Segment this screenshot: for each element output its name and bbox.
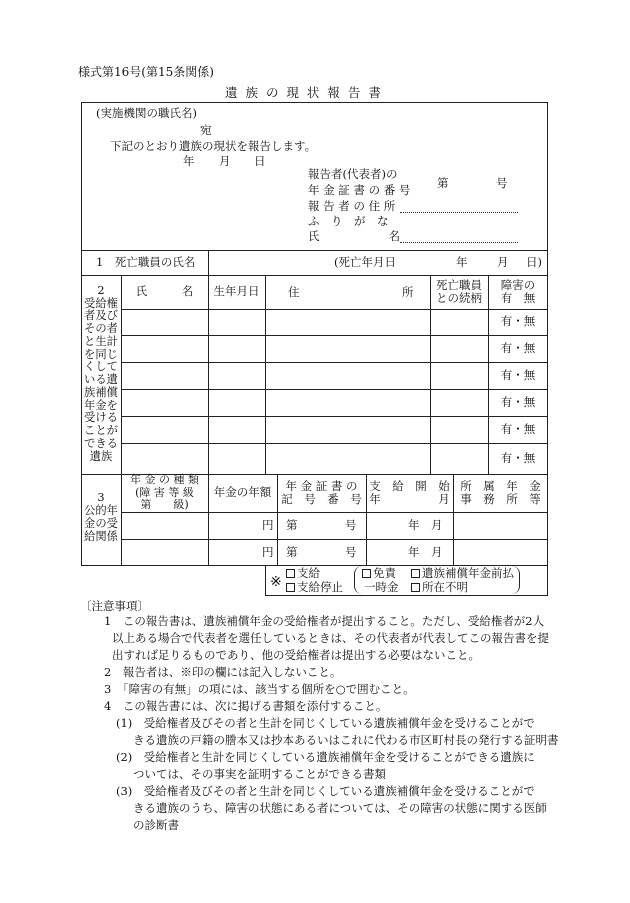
col-birthdate-header: 生年月日 [213,284,260,299]
pension-section-label: 3 公的年 金の受 給関係 [84,491,118,543]
start-month: 月 [431,545,443,559]
start-year: 年 [408,518,420,532]
option-whereabouts-unknown[interactable]: 所在不明 [411,581,468,594]
note-4-1-line-2: きる遺族の戸籍の謄本又は抄本あるいはこれに代わる市区町村長の発行する証明書 [133,733,559,747]
furigana-label: ふ り が な [308,214,389,228]
disability-choice[interactable]: 有・無 [500,367,536,382]
option-lump-sum[interactable]: 一時金 [364,580,399,594]
checkbox-icon[interactable] [286,569,295,578]
checkbox-icon[interactable] [286,583,295,592]
disability-choice[interactable]: 有・無 [500,450,536,465]
amount-yen: 円 [262,518,274,532]
note-1-line-2: 以上ある場合で代表者を選任しているときは、その代表者が代表してこの報告書を提 [112,631,549,645]
reporter-cert-label-1: 報告者(代表者)の [308,167,398,181]
date-year: 年 [183,154,195,168]
option-payment[interactable]: 支給 [286,567,320,580]
disability-choice[interactable]: 有・無 [500,394,536,409]
col-disability-header: 障害の 有 無 [500,277,536,305]
reporter-name-line[interactable] [400,242,518,243]
cert-go: 号 [496,176,508,190]
note-2: 2 報告者は、※印の欄には記入しないこと。 [104,665,342,679]
col-name-header: 氏 名 [135,284,194,299]
col-pension-amount-header: 年金の年額 [213,485,272,500]
disability-choice[interactable]: 有・無 [500,314,536,329]
disability-choice[interactable]: 有・無 [500,421,536,436]
note-4-3-line-3: の診断書 [133,818,179,832]
note-4: 4 この報告書には、次に掲げる書類を添付すること。 [104,699,388,713]
deceased-name-label: 1 死亡職員の氏名 [96,255,196,269]
col-address-header-right: 所 [402,285,414,299]
col-address-header-left: 住 [288,285,300,299]
cert-dai: 第 [286,518,298,532]
beneficiaries-section-label: 2 受給権 者及び その者 と生計 を同じ くして いる遺 族補償 年金を 受ける ことが できる 遺族 [84,283,118,463]
reporter-address-label: 報 告 者 の 住 所 [308,199,396,213]
document-title: 遺 族 の 現 状 報 告 書 [225,85,383,100]
form-number: 様式第16号(第15条関係) [78,65,214,79]
col-relation-header: 死亡職員 との続柄 [436,277,482,305]
notes-heading: 〔注意事項〕 [80,599,149,613]
col-start-date-header: 支 給 開 始 年 月 [369,478,450,506]
death-month: 月 [497,255,509,269]
note-4-3-line-1: (3) 受給権者及びその者と生計を同じくしている遺族補償年金を受けることがで [116,784,535,798]
col-pension-type-header: 年 金 の 種 類 (障 害 等 級 第 級) [130,473,199,512]
cert-dai: 第 [437,176,449,190]
start-year: 年 [408,545,420,559]
reporter-address-line[interactable] [400,212,518,213]
death-date-label: (死亡年月日 [334,255,396,269]
col-pension-office-header: 所 属 年 金 事 務 所 等 [460,478,541,506]
disability-choice[interactable]: 有・無 [500,340,536,355]
note-1-line-1: 1 この報告書は、遺族補償年金の受給権者が提出すること。ただし、受給権者が2人 [104,614,545,628]
option-advance-payment[interactable]: 遺族補償年金前払 [411,567,514,580]
name-label: 氏 名 [308,229,400,243]
note-3: 3 「障害の有無」の項には、該当する個所を○で囲むこと。 [104,682,415,696]
intro-text: 下記のとおり遺族の現状を報告します。 [110,139,317,153]
death-day: 日) [526,255,542,269]
cert-go: 号 [345,545,357,559]
option-payment-suspended[interactable]: 支給停止 [286,581,343,594]
cert-go: 号 [345,518,357,532]
amount-yen: 円 [262,545,274,559]
checkbox-icon[interactable] [362,569,371,578]
note-4-2-line-2: ついては、その事実を証明することができる書類 [133,767,386,781]
checkbox-icon[interactable] [411,583,420,592]
agency-label: (実施機関の職氏名) [96,106,197,120]
reporter-cert-label-2: 年 金 証 書 の 番 号 [308,183,411,197]
note-4-3-line-2: きる遺族のうち、障害の状態にある者については、その障害の状態に関する医師 [133,801,547,815]
date-day: 日 [254,154,266,168]
col-cert-number-header: 年 金 証 書 の 記 号 番 号 [281,478,362,506]
checkbox-icon[interactable] [411,569,420,578]
addressee: 宛 [200,123,212,137]
death-year: 年 [456,255,468,269]
start-month: 月 [431,518,443,532]
note-1-line-3: 出すれば足りるものであり、他の受給権者は提出する必要はないこと。 [112,648,480,662]
option-exemption[interactable]: 免責 [362,567,396,580]
note-4-1-line-1: (1) 受給権者及びその者と生計を同じくしている遺族補償年金を受けることがで [116,716,535,730]
date-month: 月 [219,154,231,168]
note-4-2-line-1: (2) 受給権者と生計を同じくしている遺族補償年金を受けることができる遺族に [116,750,535,764]
cert-dai: 第 [286,545,298,559]
office-use-mark: ※ [270,574,282,590]
